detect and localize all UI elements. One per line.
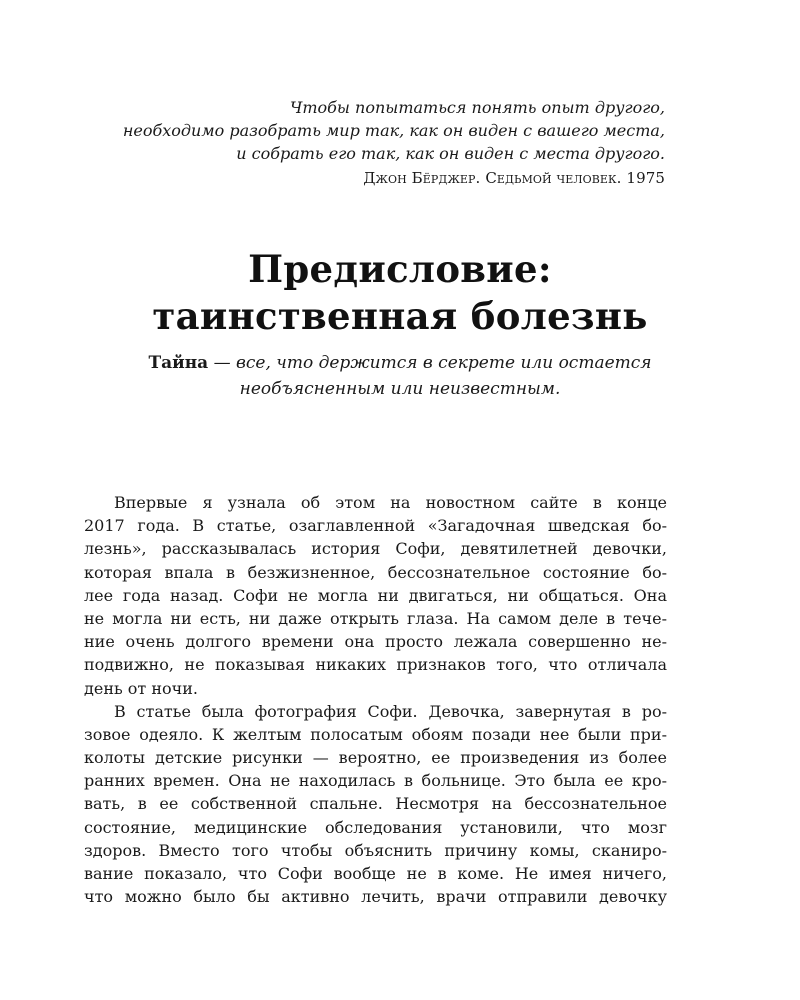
paragraph-2 — [84, 700, 667, 909]
text-line: не могла ни есть, ни даже открыть глаза. На самом деле в тече- — [84, 608, 667, 628]
epigraph-line: и собрать его так, как он виден с места другого. — [236, 144, 665, 163]
chapter-title — [60, 246, 740, 340]
text-line: ранних времен. Она не находилась в больнице. Это была ее кро- — [84, 771, 667, 791]
text-line: 2017 года. В статье, озаглавленной «Загадочная шведская бо- — [84, 516, 667, 536]
paragraph-1 — [84, 491, 667, 700]
epigraph-author: Джон Бёрджер. — [363, 169, 481, 187]
definition-text: — все, что держится в секрете или остается — [208, 353, 652, 373]
epigraph-line: необходимо разобрать мир так, как он виден с вашего места, — [122, 121, 665, 140]
text-line: Впервые я узнала об этом на новостном сайте в конце — [114, 493, 667, 512]
text-line: подвижно, не показывая никаких признаков того, что отличала — [84, 655, 667, 675]
epigraph — [120, 96, 665, 190]
text-line: здоров. Вместо того чтобы объяснить причину комы, сканиро- — [84, 840, 667, 860]
epigraph-attribution — [120, 167, 665, 190]
text-line: вание показало, что Софи вообще не в коме. Не имея ничего, — [84, 864, 667, 883]
definition — [100, 350, 700, 402]
text-line: лее года назад. Софи не могла ни двигаться, ни общаться. Она — [84, 585, 667, 605]
text-line: состояние, медицинские обследования установили, что мозг — [84, 817, 667, 837]
text-line: колоты детские рисунки — вероятно, ее произведения из более — [84, 748, 667, 768]
body-text — [84, 491, 667, 908]
epigraph-year: 1975 — [626, 169, 665, 187]
chapter-title-line: таинственная болезнь — [152, 294, 648, 338]
text-line: лезнь», рассказывалась история Софи, девятилетней девочки, — [84, 539, 667, 559]
text-line: ние очень долгого времени она просто лежала совершенно не- — [84, 632, 667, 652]
text-line: что можно было бы активно лечить, врачи отправили девочку — [84, 887, 667, 907]
text-line: зовое одеяло. К желтым полосатым обоям позади нее были при- — [84, 724, 667, 744]
text-line: которая впала в безжизненное, бессознательное состояние бо- — [84, 562, 667, 582]
text-line: день от ночи. — [84, 678, 198, 698]
text-line: вать, в ее собственной спальне. Несмотря на бессознательное — [84, 794, 667, 814]
epigraph-work: Седьмой человек. — [485, 169, 622, 187]
definition-term: Тайна — [148, 353, 209, 373]
epigraph-quote — [120, 96, 665, 165]
chapter-title-line: Предисловие: — [248, 247, 552, 291]
definition-text: необъясненным или неизвестным. — [239, 379, 561, 399]
text-line: В статье была фотография Софи. Девочка, завернутая в ро- — [114, 701, 667, 721]
epigraph-line: Чтобы попытаться понять опыт другого, — [289, 98, 665, 117]
